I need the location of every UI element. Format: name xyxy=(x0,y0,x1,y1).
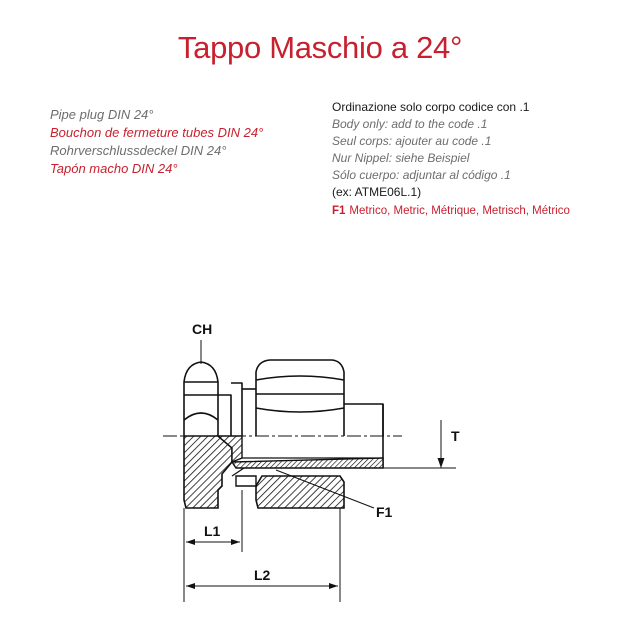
nut-section xyxy=(256,476,344,508)
description-english: Pipe plug DIN 24° xyxy=(50,107,154,122)
plug-hex-curve-low xyxy=(184,413,218,420)
ordering-spanish: Sólo cuerpo: adjuntar al código .1 xyxy=(332,168,511,182)
tube-stub xyxy=(344,404,383,436)
dimension-t xyxy=(383,420,456,468)
description-spanish: Tapón macho DIN 24° xyxy=(50,161,178,176)
section-view xyxy=(184,436,383,508)
nut-curve-1 xyxy=(256,376,344,380)
ring-section xyxy=(236,476,256,486)
ordering-italian: Ordinazione solo corpo codice con .1 xyxy=(332,100,530,114)
label-t: T xyxy=(451,428,460,444)
thread-code: F1 xyxy=(332,205,346,217)
cone-line xyxy=(232,468,244,476)
plug-hex-section xyxy=(184,436,232,508)
ordering-german: Nur Nippel: siehe Beispiel xyxy=(332,151,470,165)
ordering-english: Body only: add to the code .1 xyxy=(332,117,488,131)
label-ch: CH xyxy=(192,321,213,337)
ordering-french: Seul corps: ajouter au code .1 xyxy=(332,134,492,148)
tube-wall-section xyxy=(232,458,383,468)
nut-curve-2 xyxy=(256,408,344,412)
ordering-example: (ex: ATME06L.1) xyxy=(332,185,422,199)
nut-outer xyxy=(256,360,344,436)
label-l2: L2 xyxy=(254,567,271,583)
plug-neck-step xyxy=(231,383,242,436)
page-title: Tappo Maschio a 24° xyxy=(177,30,463,65)
label-f1: F1 xyxy=(376,504,393,520)
plug-hex-outer xyxy=(184,362,218,436)
label-l1: L1 xyxy=(204,523,221,539)
plug-neck xyxy=(218,395,231,436)
description-french: Bouchon de fermeture tubes DIN 24° xyxy=(50,125,264,140)
thread-text: Metrico, Metric, Métrique, Metrisch, Métrico xyxy=(349,205,570,217)
description-german: Rohrverschlussdeckel DIN 24° xyxy=(50,143,227,158)
